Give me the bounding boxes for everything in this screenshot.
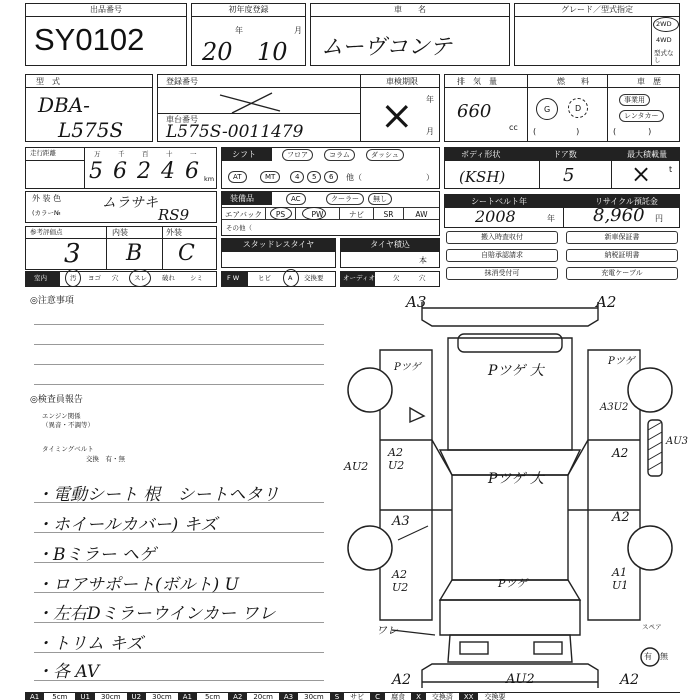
- mark-right-mirror: AU3: [666, 436, 689, 447]
- interior-dirty-circle: [65, 269, 81, 287]
- spare-tire-label: タイヤ積込: [341, 239, 439, 252]
- studless-box: [221, 238, 336, 268]
- grade-box: [514, 3, 680, 66]
- shift-other: 他（: [346, 173, 362, 182]
- body-value: (KSH): [459, 168, 506, 186]
- seatbelt-unit: 年: [547, 214, 555, 223]
- spare-tire-box: [340, 238, 440, 268]
- car-name-label: 車 名: [311, 4, 509, 17]
- doc-tax: 納税証明書: [566, 249, 678, 262]
- roof: [452, 475, 568, 580]
- shift-6: 6: [324, 171, 338, 183]
- engine-header: [445, 75, 679, 88]
- legend-item-16: 腐食: [391, 693, 406, 700]
- recycle-value: 8,960: [593, 205, 645, 226]
- shift-4: 4: [290, 171, 304, 183]
- history-business: 事業用: [619, 94, 650, 106]
- equip-pw: PW: [296, 208, 340, 220]
- legend-item-14: サビ: [350, 693, 365, 700]
- report-item-4: ・ロアサポート(ボルト) U: [36, 575, 239, 595]
- report-item-2: ・ホイールカバー) キズ: [36, 515, 218, 535]
- interior-stain: シミ: [190, 274, 203, 282]
- interior-soil: ヨゴ: [88, 274, 101, 282]
- interior-detail-box: [25, 271, 217, 287]
- mileage-digit-3: 2: [137, 159, 151, 184]
- mark-right-front-door-edge: A3U2: [600, 402, 629, 413]
- mark-left-rear-door: A3: [392, 514, 410, 529]
- shift-label-cell: [222, 148, 272, 161]
- report-item-7: ・各 AV: [36, 662, 100, 682]
- displacement-label: 排 気 量: [457, 77, 497, 86]
- doors-label: ドア数: [553, 150, 577, 159]
- inspection-year-unit: 年: [426, 95, 434, 104]
- seatbelt-label: シートベルト年: [471, 197, 527, 206]
- legend-item-17: X: [411, 693, 426, 700]
- legend-item-13: S: [330, 693, 344, 700]
- front-bumper: [422, 302, 598, 326]
- legend-item-2: 5cm: [52, 693, 68, 700]
- mark-rear-note: ワレ: [376, 624, 398, 637]
- sheet-number-label: 出品番号: [26, 4, 186, 17]
- fw-a-circle: [283, 269, 299, 287]
- mileage-digit-5: 6: [185, 159, 199, 184]
- mileage-place-10000: 万: [94, 150, 101, 158]
- sheet-number: SY0102: [34, 22, 145, 57]
- front-right-wheel: [628, 368, 672, 412]
- equip-navi: ナビ: [340, 208, 374, 220]
- legend-item-4: 30cm: [100, 693, 121, 700]
- mark-top-left: A3: [406, 293, 427, 311]
- trunk: [440, 600, 580, 635]
- fuel-g-circle: [536, 98, 558, 120]
- interior-scuff-circle: [129, 269, 151, 287]
- interior-value: B: [126, 241, 143, 266]
- legend-item-6: 30cm: [152, 693, 172, 700]
- equip-label: 装備品: [230, 194, 254, 203]
- mark-roof: Pツゲ 大: [488, 471, 544, 487]
- fw-label-cell: [222, 272, 248, 286]
- mark-bottom-center: AU2: [506, 672, 535, 687]
- shift-5: 5: [307, 171, 321, 183]
- equip-aw: AW: [415, 210, 428, 219]
- fw-replace: 交換要: [304, 274, 324, 282]
- equip-none: 無し: [368, 193, 392, 205]
- doc-cable: 充電ケーブル: [566, 267, 678, 280]
- sheet-number-box: [25, 3, 187, 66]
- mileage-digit-2: 6: [113, 159, 127, 184]
- spare-tire-unit: 本: [419, 256, 427, 265]
- eval-value: 3: [64, 239, 81, 269]
- interior-detail-label-cell: [26, 272, 60, 286]
- shift-label: シフト: [232, 150, 256, 159]
- first-reg-year: 20: [202, 38, 233, 66]
- legend-item-8: 5cm: [204, 693, 221, 700]
- grade-label: グレード／型式指定: [515, 4, 679, 17]
- model-label: 型 式: [36, 77, 60, 86]
- fw-a: A: [288, 274, 293, 282]
- report-item-1: ・電動シート 根 シートヘタリ: [36, 485, 280, 505]
- shift-floor: フロア: [282, 149, 313, 161]
- reg-number-label: 登録番号: [166, 77, 198, 86]
- registration-box: [157, 74, 440, 142]
- audio-missing: 欠: [393, 274, 400, 282]
- model-value-2: L575S: [58, 118, 124, 142]
- mark-front-left-fender: Pツゲ: [394, 362, 421, 373]
- eval-label: 参考評価点: [30, 228, 63, 236]
- first-reg-year-unit: 年: [235, 26, 243, 35]
- color-box: [25, 191, 217, 223]
- equip-sr: SR: [374, 208, 404, 220]
- capacity-value: ×: [631, 160, 652, 188]
- timing-label: タイミングベルト: [42, 445, 94, 453]
- chassis-label: 車台番号: [166, 115, 198, 124]
- exterior-label: 外装: [166, 228, 182, 237]
- car-name-box: [310, 3, 510, 66]
- first-registration-label: 初年度登録: [192, 4, 305, 17]
- doc-insurance: 自賠承認請求: [446, 249, 558, 262]
- inspection-label: 車検期限: [386, 77, 418, 86]
- evaluation-box: [25, 226, 217, 270]
- drive-4wd: 4WD: [656, 36, 672, 44]
- legend-item-3: U1: [75, 693, 95, 700]
- interior-tear: 破れ: [162, 274, 175, 282]
- spare-no: 無: [660, 652, 668, 661]
- legend-item-12: 30cm: [304, 693, 324, 700]
- exterior-value: C: [178, 241, 195, 266]
- equipment-box: [221, 191, 440, 236]
- shift-dash: ダッシュ: [366, 149, 404, 161]
- shift-box: [221, 147, 440, 189]
- first-registration-box: [191, 3, 306, 66]
- doc-received: 搬入時査収付: [446, 231, 558, 244]
- history-label: 車 歴: [637, 77, 661, 86]
- rear-right-wheel: [628, 526, 672, 570]
- model-box: [25, 74, 153, 142]
- audio-box: [340, 271, 440, 287]
- car-damage-diagram: [340, 290, 690, 700]
- body-box: [444, 147, 680, 189]
- color-number: RS9: [158, 206, 190, 224]
- fuel-label: 燃 料: [557, 77, 589, 86]
- mileage-box: [25, 147, 217, 189]
- fw-crack: ヒビ: [258, 274, 271, 282]
- audio-label: オーディオ: [343, 274, 375, 282]
- drive-2wd-circle: [653, 17, 679, 32]
- equip-ps: PS: [266, 208, 296, 220]
- mark-trunk: Pツゲ: [498, 577, 528, 590]
- equip-other-label: その他（: [226, 224, 252, 232]
- seatbelt-value: 2008: [475, 207, 516, 226]
- history-rental: レンタカー: [619, 110, 664, 122]
- interior-hole: 穴: [112, 274, 119, 282]
- hood-outline: [448, 338, 572, 450]
- rear-right-lamp: [534, 642, 562, 654]
- mileage-place-100: 百: [142, 150, 149, 158]
- mileage-unit: km: [204, 175, 215, 183]
- engine-sub: （異音・不調等）: [42, 421, 94, 429]
- drive-type-column: [651, 17, 679, 65]
- mileage-place-1000: 千: [118, 150, 125, 158]
- mark-left-side: AU2: [344, 460, 369, 473]
- mark-front-right-fender: Pツゲ: [608, 356, 635, 367]
- report-item-3: ・Bミラー ヘゲ: [36, 545, 156, 565]
- shift-column: コラム: [324, 149, 355, 161]
- timing-value: 交換 有・無: [86, 455, 125, 463]
- fuel-g: G: [544, 105, 551, 114]
- equip-cooler: クーラー: [326, 193, 364, 205]
- color-number-label: (カラー№: [32, 209, 61, 217]
- legend-item-18: 交換済: [431, 693, 453, 700]
- doc-cancellation: 抹消受付可: [446, 267, 558, 280]
- inspector-report-label: ◎検査員報告: [30, 395, 83, 405]
- body-label: ボディ形状: [461, 150, 501, 159]
- legend-item-9: A2: [228, 693, 247, 700]
- mileage-digit-4: 4: [161, 159, 175, 184]
- mark-left-front-door: A2 U2: [388, 446, 405, 472]
- legend-item-19: XX: [459, 693, 479, 700]
- engine-label: エンジン関係: [42, 412, 81, 420]
- legend-item-5: U2: [127, 693, 147, 700]
- mark-right-rear-door: A2: [612, 510, 630, 525]
- capacity-label: 最大積載量: [627, 150, 667, 159]
- equip-ac: AC: [286, 193, 306, 205]
- fuel-d: D: [575, 104, 582, 113]
- equip-airbag: エアバック: [222, 208, 266, 220]
- notes-label: ◎注意事項: [30, 296, 74, 306]
- legend-row: [25, 693, 680, 700]
- mark-top-right: A2: [596, 293, 617, 311]
- mark-hood: Pツゲ 大: [488, 363, 544, 379]
- mileage-place-1: 一: [190, 150, 197, 158]
- chassis-value: L575S-0011479: [166, 122, 304, 142]
- interior-scuff: スレ: [134, 274, 147, 282]
- legend-item-1: A1: [25, 693, 44, 700]
- fw-label: F W: [227, 274, 240, 282]
- equip-label-cell: [222, 192, 272, 205]
- inspection-month-unit: 月: [426, 127, 434, 136]
- legend-strip: [25, 692, 680, 700]
- front-left-wheel: [348, 368, 392, 412]
- legend-item-10: 20cm: [253, 693, 273, 700]
- report-item-5: ・左右Dミラーウインカー ワレ: [36, 604, 276, 624]
- mark-left-quarter: A2 U2: [392, 568, 409, 594]
- shift-other-close: ）: [426, 173, 434, 182]
- engine-fuel-box: 排 気 量 燃 料 車 歴 660 cc G D ( ) 事業用 レンタカー ( ): [444, 74, 680, 142]
- doc-warranty: 新車保証書: [566, 231, 678, 244]
- inspection-value: ×: [380, 93, 414, 139]
- mileage-place-10: 十: [166, 150, 173, 158]
- color-value: ムラサキ: [102, 195, 158, 211]
- equip-row2: [222, 207, 439, 220]
- mark-bottom-left: A2: [392, 672, 412, 688]
- displacement-value: 660: [457, 101, 492, 122]
- documents-panel: [444, 231, 680, 286]
- legend-item-7: A1: [178, 693, 197, 700]
- model-value-1: DBA-: [38, 93, 90, 117]
- interior-label: 内装: [112, 228, 128, 237]
- first-reg-month-unit: 月: [294, 26, 302, 35]
- rear-left-lamp: [460, 642, 488, 654]
- studless-label: スタッドレスタイヤ: [222, 239, 335, 252]
- left-mirror: [410, 408, 424, 422]
- interior-detail-label: 室内: [34, 274, 47, 282]
- mileage-label: 走行距離: [30, 149, 56, 157]
- displacement-unit: cc: [509, 123, 518, 132]
- seatbelt-recycle-box: [444, 194, 680, 228]
- rear-left-wheel: [348, 526, 392, 570]
- legend-item-15: C: [370, 693, 385, 700]
- mileage-digit-1: 5: [89, 159, 103, 184]
- spare-yes: 有: [644, 652, 652, 661]
- drive-2wd: 2WD: [656, 20, 672, 28]
- audio-label-cell: [341, 272, 375, 286]
- interior-dirty: 汚: [70, 274, 77, 282]
- shift-mt: MT: [260, 171, 280, 183]
- mark-right-quarter: A1 U1: [612, 566, 629, 592]
- equip-pw-circle: [302, 207, 326, 220]
- car-name: ムーヴコンテ: [321, 35, 452, 60]
- recycle-label: リサイクル預託金: [595, 197, 658, 206]
- mark-right-front-door: A2: [612, 446, 629, 460]
- fw-box: [221, 271, 336, 287]
- drive-none: 型式なし: [654, 49, 674, 64]
- mark-bottom-right: A2: [620, 672, 640, 688]
- spare-label: スペア: [642, 623, 662, 631]
- rear-body: [448, 635, 572, 662]
- equip-ps-circle: [270, 207, 292, 220]
- legend-item-20: 交換要: [484, 693, 506, 700]
- report-item-6: ・トリム キズ: [36, 634, 144, 654]
- capacity-unit: t: [669, 165, 673, 174]
- front-grille: [458, 334, 562, 352]
- first-reg-month: 10: [257, 38, 288, 66]
- shift-at: AT: [228, 171, 247, 183]
- doors-value: 5: [563, 165, 575, 186]
- recycle-unit: 円: [655, 214, 663, 223]
- legend-item-11: A3: [279, 693, 298, 700]
- audio-hole: 穴: [419, 274, 426, 282]
- color-label: 外 装 色: [32, 194, 62, 203]
